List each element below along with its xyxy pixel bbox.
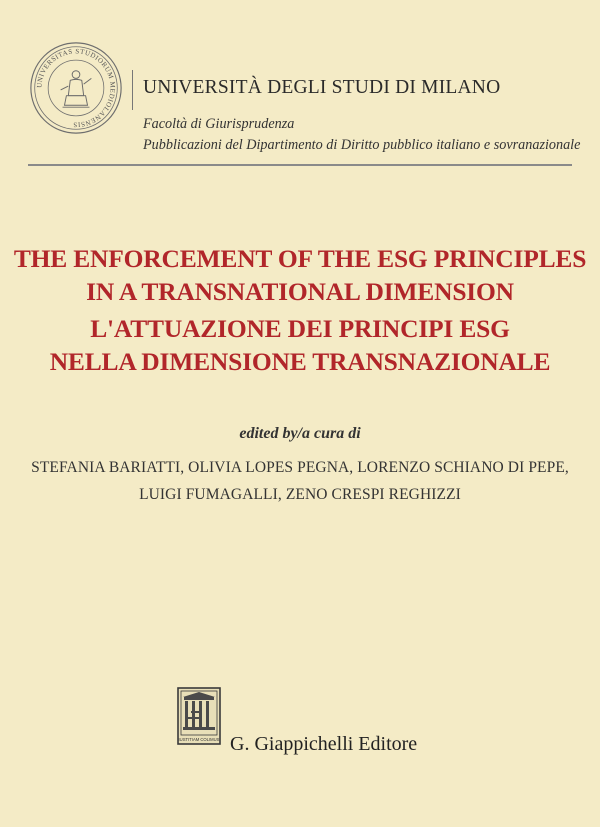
book-title xyxy=(0,242,600,378)
title-it-line-1: L'ATTUAZIONE DEI PRINCIPI ESG xyxy=(90,314,510,343)
editors-line-2: LUIGI FUMAGALLI, ZENO CRESPI REGHIZZI xyxy=(139,486,461,503)
svg-text:IUSTITIAM COLIMUS: IUSTITIAM COLIMUS xyxy=(178,737,220,742)
header-divider xyxy=(132,70,133,110)
series-name: Pubblicazioni del Dipartimento di Diritto pubblico italiano e sovranazionale xyxy=(143,137,581,153)
edited-by-label: edited by/a cura di xyxy=(239,425,361,442)
faculty-name: Facoltà di Giurisprudenza xyxy=(143,116,295,132)
faculty-info xyxy=(143,114,580,156)
university-seal-icon xyxy=(28,40,124,136)
publisher-name: G. Giappichelli Editore xyxy=(230,733,418,755)
publisher-logo-icon xyxy=(177,687,221,745)
title-it-line-2: NELLA DIMENSIONE TRANSNAZIONALE xyxy=(49,347,551,376)
title-en-line-1: THE ENFORCEMENT OF THE ESG PRINCIPLES xyxy=(13,244,587,273)
university-name: UNIVERSITÀ DEGLI STUDI DI MILANO xyxy=(143,77,501,98)
title-en-line-2: IN A TRANSNATIONAL DIMENSION xyxy=(86,277,514,306)
header-rule xyxy=(28,164,572,166)
editors-line-1: STEFANIA BARIATTI, OLIVIA LOPES PEGNA, LORENZO SCHIANO DI PEPE, xyxy=(31,459,569,476)
editors-list xyxy=(0,454,600,508)
svg-text:UNIVERSITAS STUDIORUM MEDIOLAN: UNIVERSITAS STUDIORUM MEDIOLANENSIS xyxy=(36,48,116,128)
